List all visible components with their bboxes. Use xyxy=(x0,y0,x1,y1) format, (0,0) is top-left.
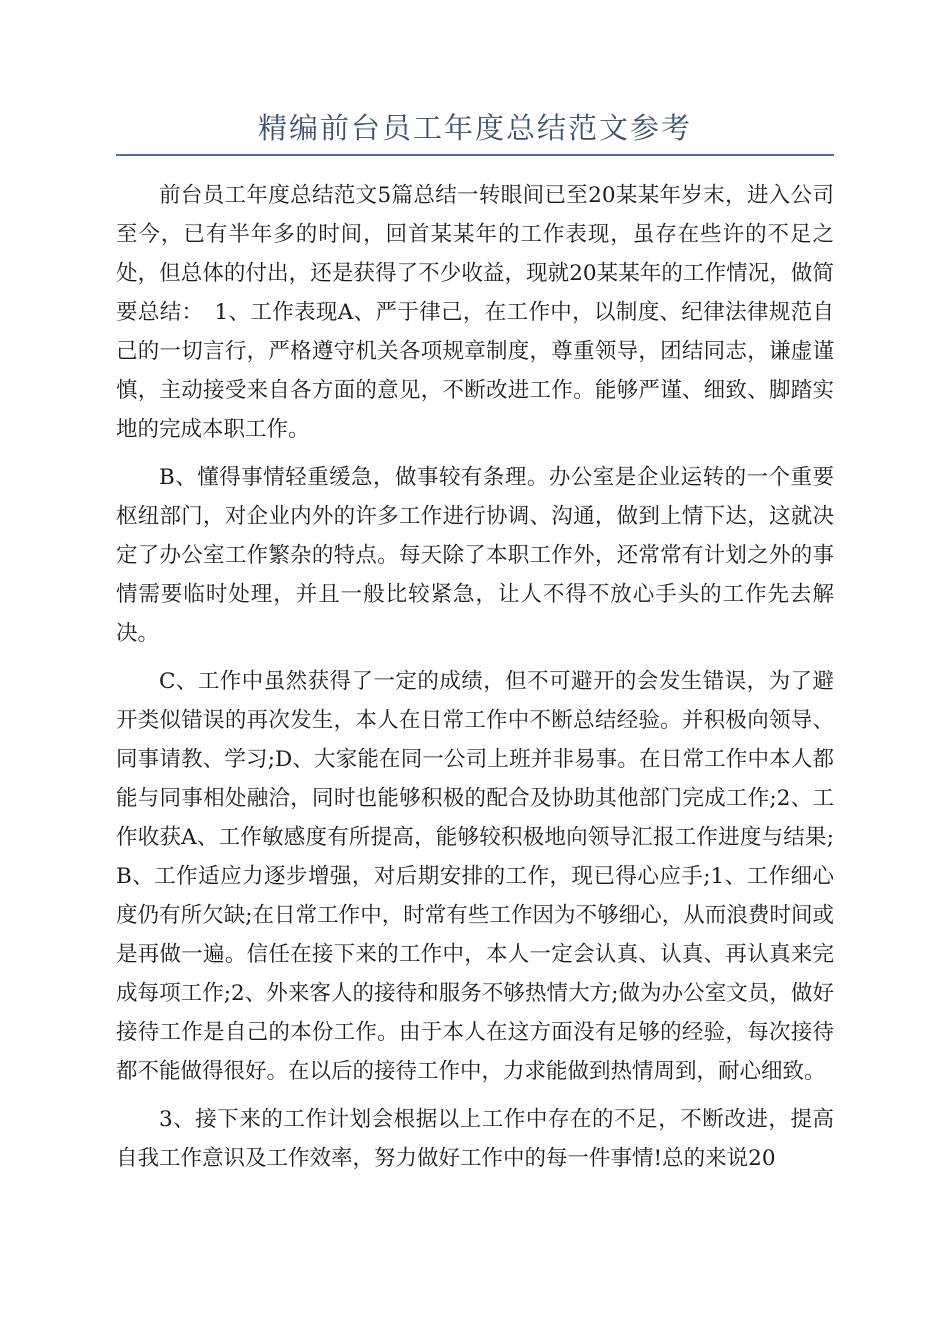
document-title: 精编前台员工年度总结范文参考 xyxy=(257,111,692,145)
document-body xyxy=(116,176,834,1187)
paragraph-4: 3、接下来的工作计划会根据以上工作中存在的不足，不断改进，提高自我工作意识及工作效率，努力做好工作中的每一件事情!总的来说20 xyxy=(116,1107,834,1171)
title-underline xyxy=(116,154,834,156)
paragraph-3: C、工作中虽然获得了一定的成绩，但不可避开的会发生错误，为了避开类似错误的再次发生，本人在日常工作中不断总结经验。并积极向领导、同事请教、学习;D、大家能在同一公司上班并非易事。在日常工作中本人都能与同事相处融洽，同时也能够积极的配合及协助其他部门完成工作;2、工作收获A、工作敏感度有所提高，能够较积极地向领导汇报工作进度与结果;B、工作适应力逐步增强，对后期安排的工作，现已得心应手;1、工作细心度仍有所欠缺;在日常工作中，时常有些工作因为不够细心，从而浪费时间或是再做一遍。信任在接下来的工作中，本人一定会认真、认真、再认真来完成每项工作;2、外来客人的接待和服务不够热情大方;做为办公室文员，做好接待工作是自己的本份工作。由于本人在这方面没有足够的经验，每次接待都不能做得很好。在以后的接待工作中，力求能做到热情周到，耐心细致。 xyxy=(116,669,834,1084)
paragraph-2: B、懂得事情轻重缓急，做事较有条理。办公室是企业运转的一个重要枢纽部门，对企业内外的许多工作进行协调、沟通，做到上情下达，这就决定了办公室工作繁杂的特点。每天除了本职工作外，还常常有计划之外的事情需要临时处理，并且一般比较紧急，让人不得不放心手头的工作先去解决。 xyxy=(116,465,834,646)
paragraph-1: 前台员工年度总结范文5篇总结一转眼间已至20某某年岁末，进入公司至今，已有半年多的时间，回首某某年的工作表现，虽存在些许的不足之处，但总体的付出，还是获得了不少收益，现就20某某年的工作情况，做简要总结： 1、工作表现A、严于律己，在工作中，以制度、纪律法律规范自己的一切言行，严格遵守机关各项规章制度，尊重领导，团结同志，谦虚谨慎，主动接受来自各方面的意见，不断改进工作。能够严谨、细致、脚踏实地的完成本职工作。 xyxy=(116,183,834,442)
